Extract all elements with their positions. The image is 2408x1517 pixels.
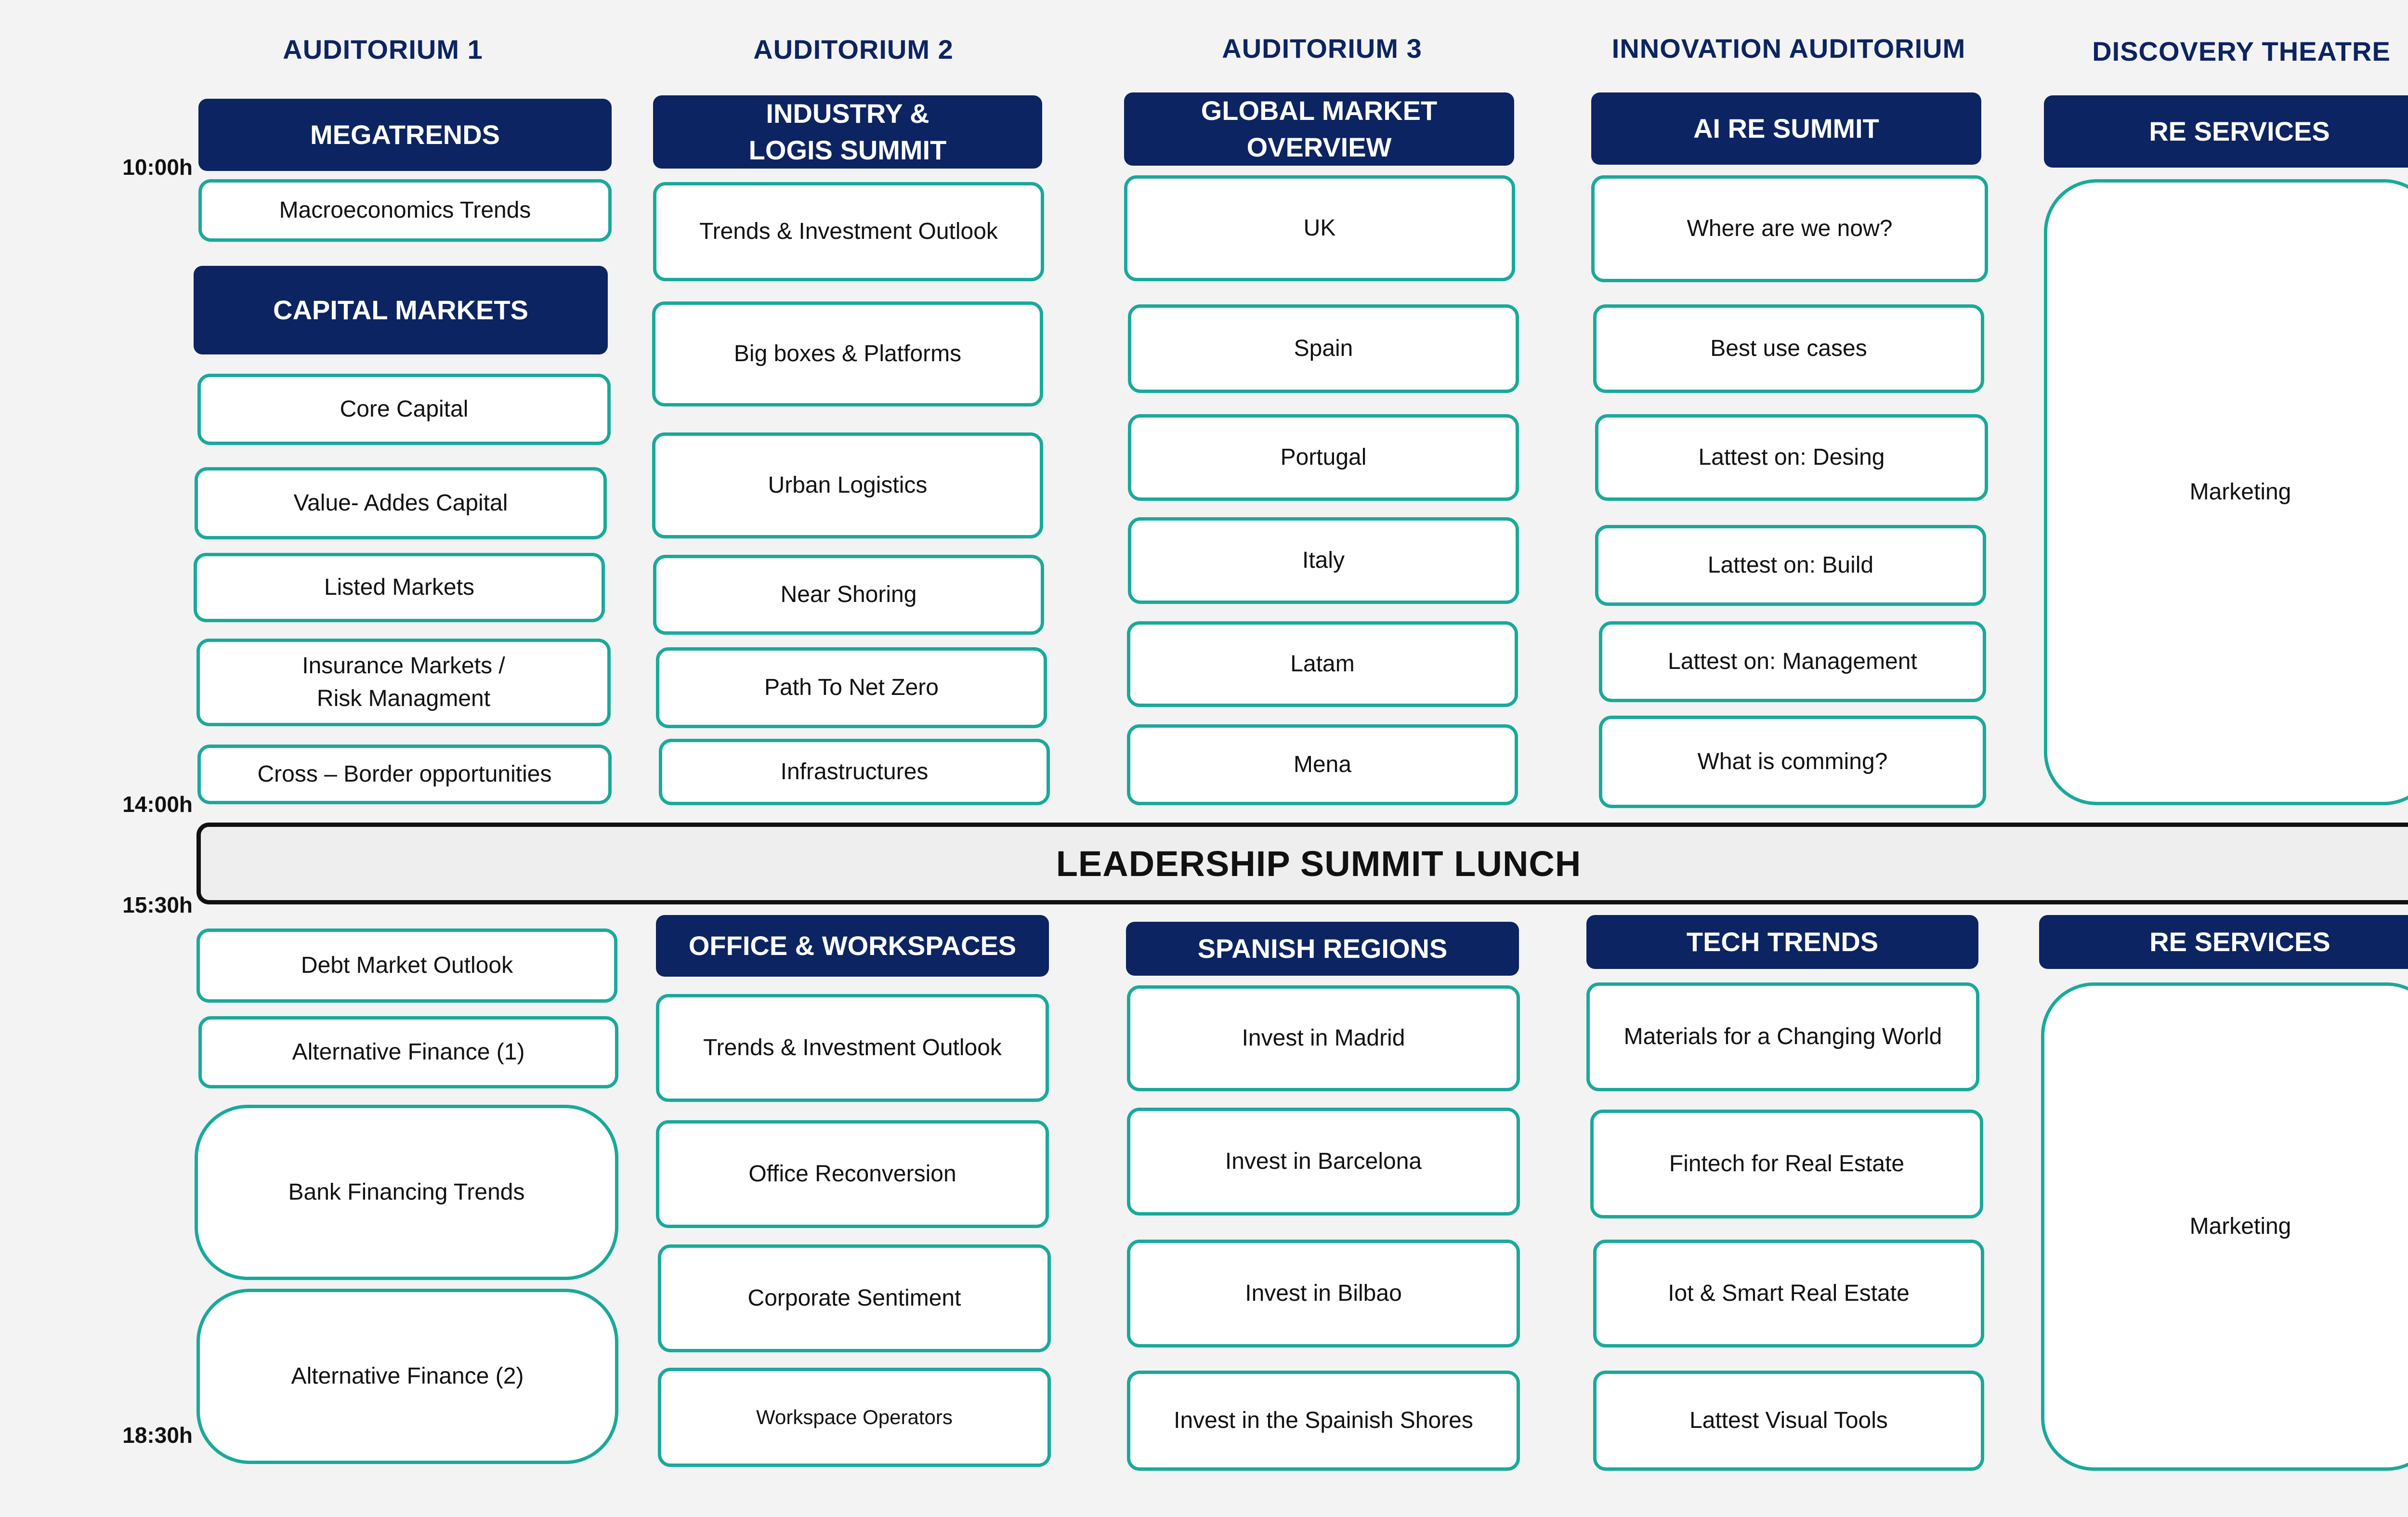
time-label-1830: 18:30h	[122, 1423, 193, 1448]
session-uk[interactable]: UK	[1124, 175, 1515, 281]
column-title-innovation-auditorium: INNOVATION AUDITORIUM	[1611, 33, 1966, 64]
session-listed-markets[interactable]: Listed Markets	[194, 553, 605, 622]
leadership-summit-lunch-banner: LEADERSHIP SUMMIT LUNCH	[196, 823, 2408, 904]
session-debt-market-outlook[interactable]: Debt Market Outlook	[196, 929, 617, 1003]
session-invest-in-bilbao[interactable]: Invest in Bilbao	[1127, 1240, 1520, 1347]
session-invest-in-spanish-shores[interactable]: Invest in the Spainish Shores	[1127, 1371, 1520, 1471]
session-latest-on-design[interactable]: Lattest on: Desing	[1595, 414, 1988, 501]
track-header-global-market-overview: GLOBAL MARKET OVERVIEW	[1124, 92, 1514, 166]
time-label-1400: 14:00h	[122, 792, 193, 817]
track-header-industry-logis-summit: INDUSTRY & LOGIS SUMMIT	[653, 95, 1042, 169]
column-title-discovery-theatre: DISCOVERY THEATRE	[2092, 36, 2391, 66]
session-trends-investment-outlook-office[interactable]: Trends & Investment Outlook	[656, 994, 1049, 1102]
track-header-capital-markets: CAPITAL MARKETS	[194, 266, 608, 354]
session-invest-in-madrid[interactable]: Invest in Madrid	[1127, 985, 1520, 1091]
session-marketing-morning[interactable]: Marketing	[2044, 179, 2408, 805]
track-header-re-services-afternoon: RE SERVICES	[2039, 915, 2408, 969]
session-latam[interactable]: Latam	[1127, 621, 1518, 707]
session-iot-smart-real-estate[interactable]: Iot & Smart Real Estate	[1593, 1240, 1984, 1347]
column-title-auditorium-1: AUDITORIUM 1	[283, 34, 483, 65]
session-macroeconomics-trends[interactable]: Macroeconomics Trends	[198, 179, 612, 242]
track-header-office-workspaces: OFFICE & WORKSPACES	[656, 915, 1049, 977]
session-corporate-sentiment[interactable]: Corporate Sentiment	[658, 1244, 1051, 1352]
session-fintech-real-estate[interactable]: Fintech for Real Estate	[1590, 1110, 1983, 1218]
session-cross-border-opportunities[interactable]: Cross – Border opportunities	[197, 745, 612, 804]
session-infrastructures[interactable]: Infrastructures	[659, 739, 1050, 805]
track-header-spanish-regions: SPANISH REGIONS	[1126, 922, 1519, 976]
session-big-boxes-platforms[interactable]: Big boxes & Platforms	[652, 301, 1043, 406]
track-header-tech-trends: TECH TRENDS	[1586, 915, 1978, 969]
session-trends-investment-outlook-industry[interactable]: Trends & Investment Outlook	[653, 182, 1044, 281]
session-bank-financing-trends[interactable]: Bank Financing Trends	[195, 1105, 618, 1280]
session-best-use-cases[interactable]: Best use cases	[1593, 304, 1984, 393]
session-mena[interactable]: Mena	[1127, 724, 1518, 805]
session-portugal[interactable]: Portugal	[1128, 414, 1519, 501]
session-alternative-finance-1[interactable]: Alternative Finance (1)	[198, 1016, 618, 1088]
session-invest-in-barcelona[interactable]: Invest in Barcelona	[1127, 1108, 1520, 1216]
session-spain[interactable]: Spain	[1128, 304, 1519, 393]
session-latest-on-management[interactable]: Lattest on: Management	[1599, 621, 1986, 702]
column-title-auditorium-2: AUDITORIUM 2	[753, 34, 954, 65]
session-where-are-we-now[interactable]: Where are we now?	[1591, 175, 1988, 282]
session-latest-on-build[interactable]: Lattest on: Build	[1595, 525, 1986, 606]
session-latest-visual-tools[interactable]: Lattest Visual Tools	[1593, 1371, 1984, 1471]
session-near-shoring[interactable]: Near Shoring	[653, 555, 1044, 635]
session-marketing-afternoon[interactable]: Marketing	[2041, 982, 2408, 1471]
track-header-ai-re-summit: AI RE SUMMIT	[1591, 92, 1981, 165]
session-office-reconversion[interactable]: Office Reconversion	[656, 1120, 1049, 1228]
session-alternative-finance-2[interactable]: Alternative Finance (2)	[196, 1289, 618, 1464]
track-header-re-services-morning: RE SERVICES	[2044, 95, 2408, 168]
column-title-auditorium-3: AUDITORIUM 3	[1222, 33, 1422, 64]
time-label-1530: 15:30h	[122, 892, 193, 917]
session-path-to-net-zero[interactable]: Path To Net Zero	[656, 647, 1047, 728]
session-urban-logistics[interactable]: Urban Logistics	[652, 432, 1043, 538]
session-core-capital[interactable]: Core Capital	[197, 374, 611, 445]
track-header-megatrends: MEGATRENDS	[198, 99, 612, 171]
session-italy[interactable]: Italy	[1128, 517, 1519, 604]
session-insurance-markets[interactable]: Insurance Markets / Risk Managment	[196, 639, 611, 726]
session-workspace-operators[interactable]: Workspace Operators	[658, 1368, 1051, 1467]
session-what-is-coming[interactable]: What is comming?	[1599, 716, 1986, 808]
session-value-added-capital[interactable]: Value- Addes Capital	[195, 467, 607, 539]
session-materials-changing-world[interactable]: Materials for a Changing World	[1586, 982, 1979, 1091]
time-label-1000: 10:00h	[122, 155, 193, 180]
